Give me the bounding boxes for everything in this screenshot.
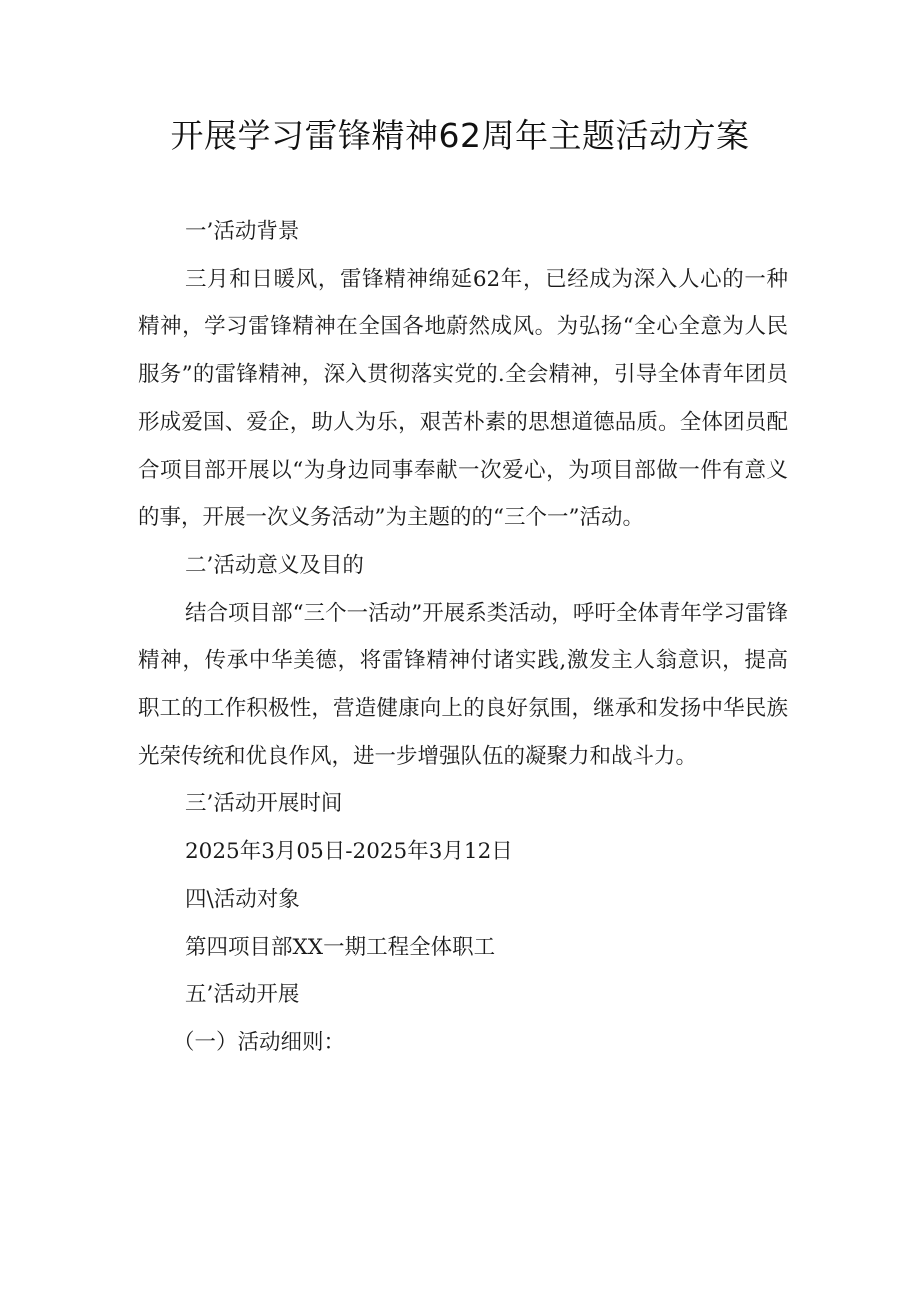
section-2-heading: 二’活动意义及目的	[185, 552, 364, 578]
document-title: 开展学习雷锋精神62周年主题活动方案	[170, 116, 750, 155]
section-1-paragraph: 三月和日暖风，雷锋精神绵延62年，已经成为深入人心的一种精神，学习雷锋精神在全国各地蔚然成风。为弘扬“全心全意为人民服务”的雷锋精神，深入贯彻落实党的.全会精神，引导全体青年团员形成爱国、爱企，助人为乐，艰苦朴素的思想道德品质。全体团员配合项目部开展以“为身边同事奉献一次爱心，为项目部做一件有意义的事，开展一次义务活动”为主题的的“三个一”活动。	[138, 266, 788, 531]
section-4-heading: 四\活动对象	[185, 886, 300, 912]
section-5-heading: 五’活动开展	[185, 982, 300, 1008]
document-body	[138, 208, 788, 1067]
section-3-heading: 三’活动开展时间	[185, 791, 343, 817]
section-2-paragraph: 结合项目部“三个一活动”开展系类活动，呼吁全体青年学习雷锋精神，传承中华美德，将雷锋精神付诸实践,激发主人翁意识，提高职工的工作积极性，营造健康向上的良好氛围，继承和发扬中华民族光荣传统和优良作风，进一步增强队伍的凝聚力和战斗力。	[138, 600, 788, 769]
section-1-heading: 一’活动背景	[185, 219, 300, 244]
section-3-date-range: 2025年3月05日-2025年3月12日	[185, 839, 513, 865]
section-4-target-group: 第四项目部XX一期工程全体职工	[185, 934, 496, 960]
section-5-subheading: （一）活动细则：	[173, 1029, 346, 1055]
